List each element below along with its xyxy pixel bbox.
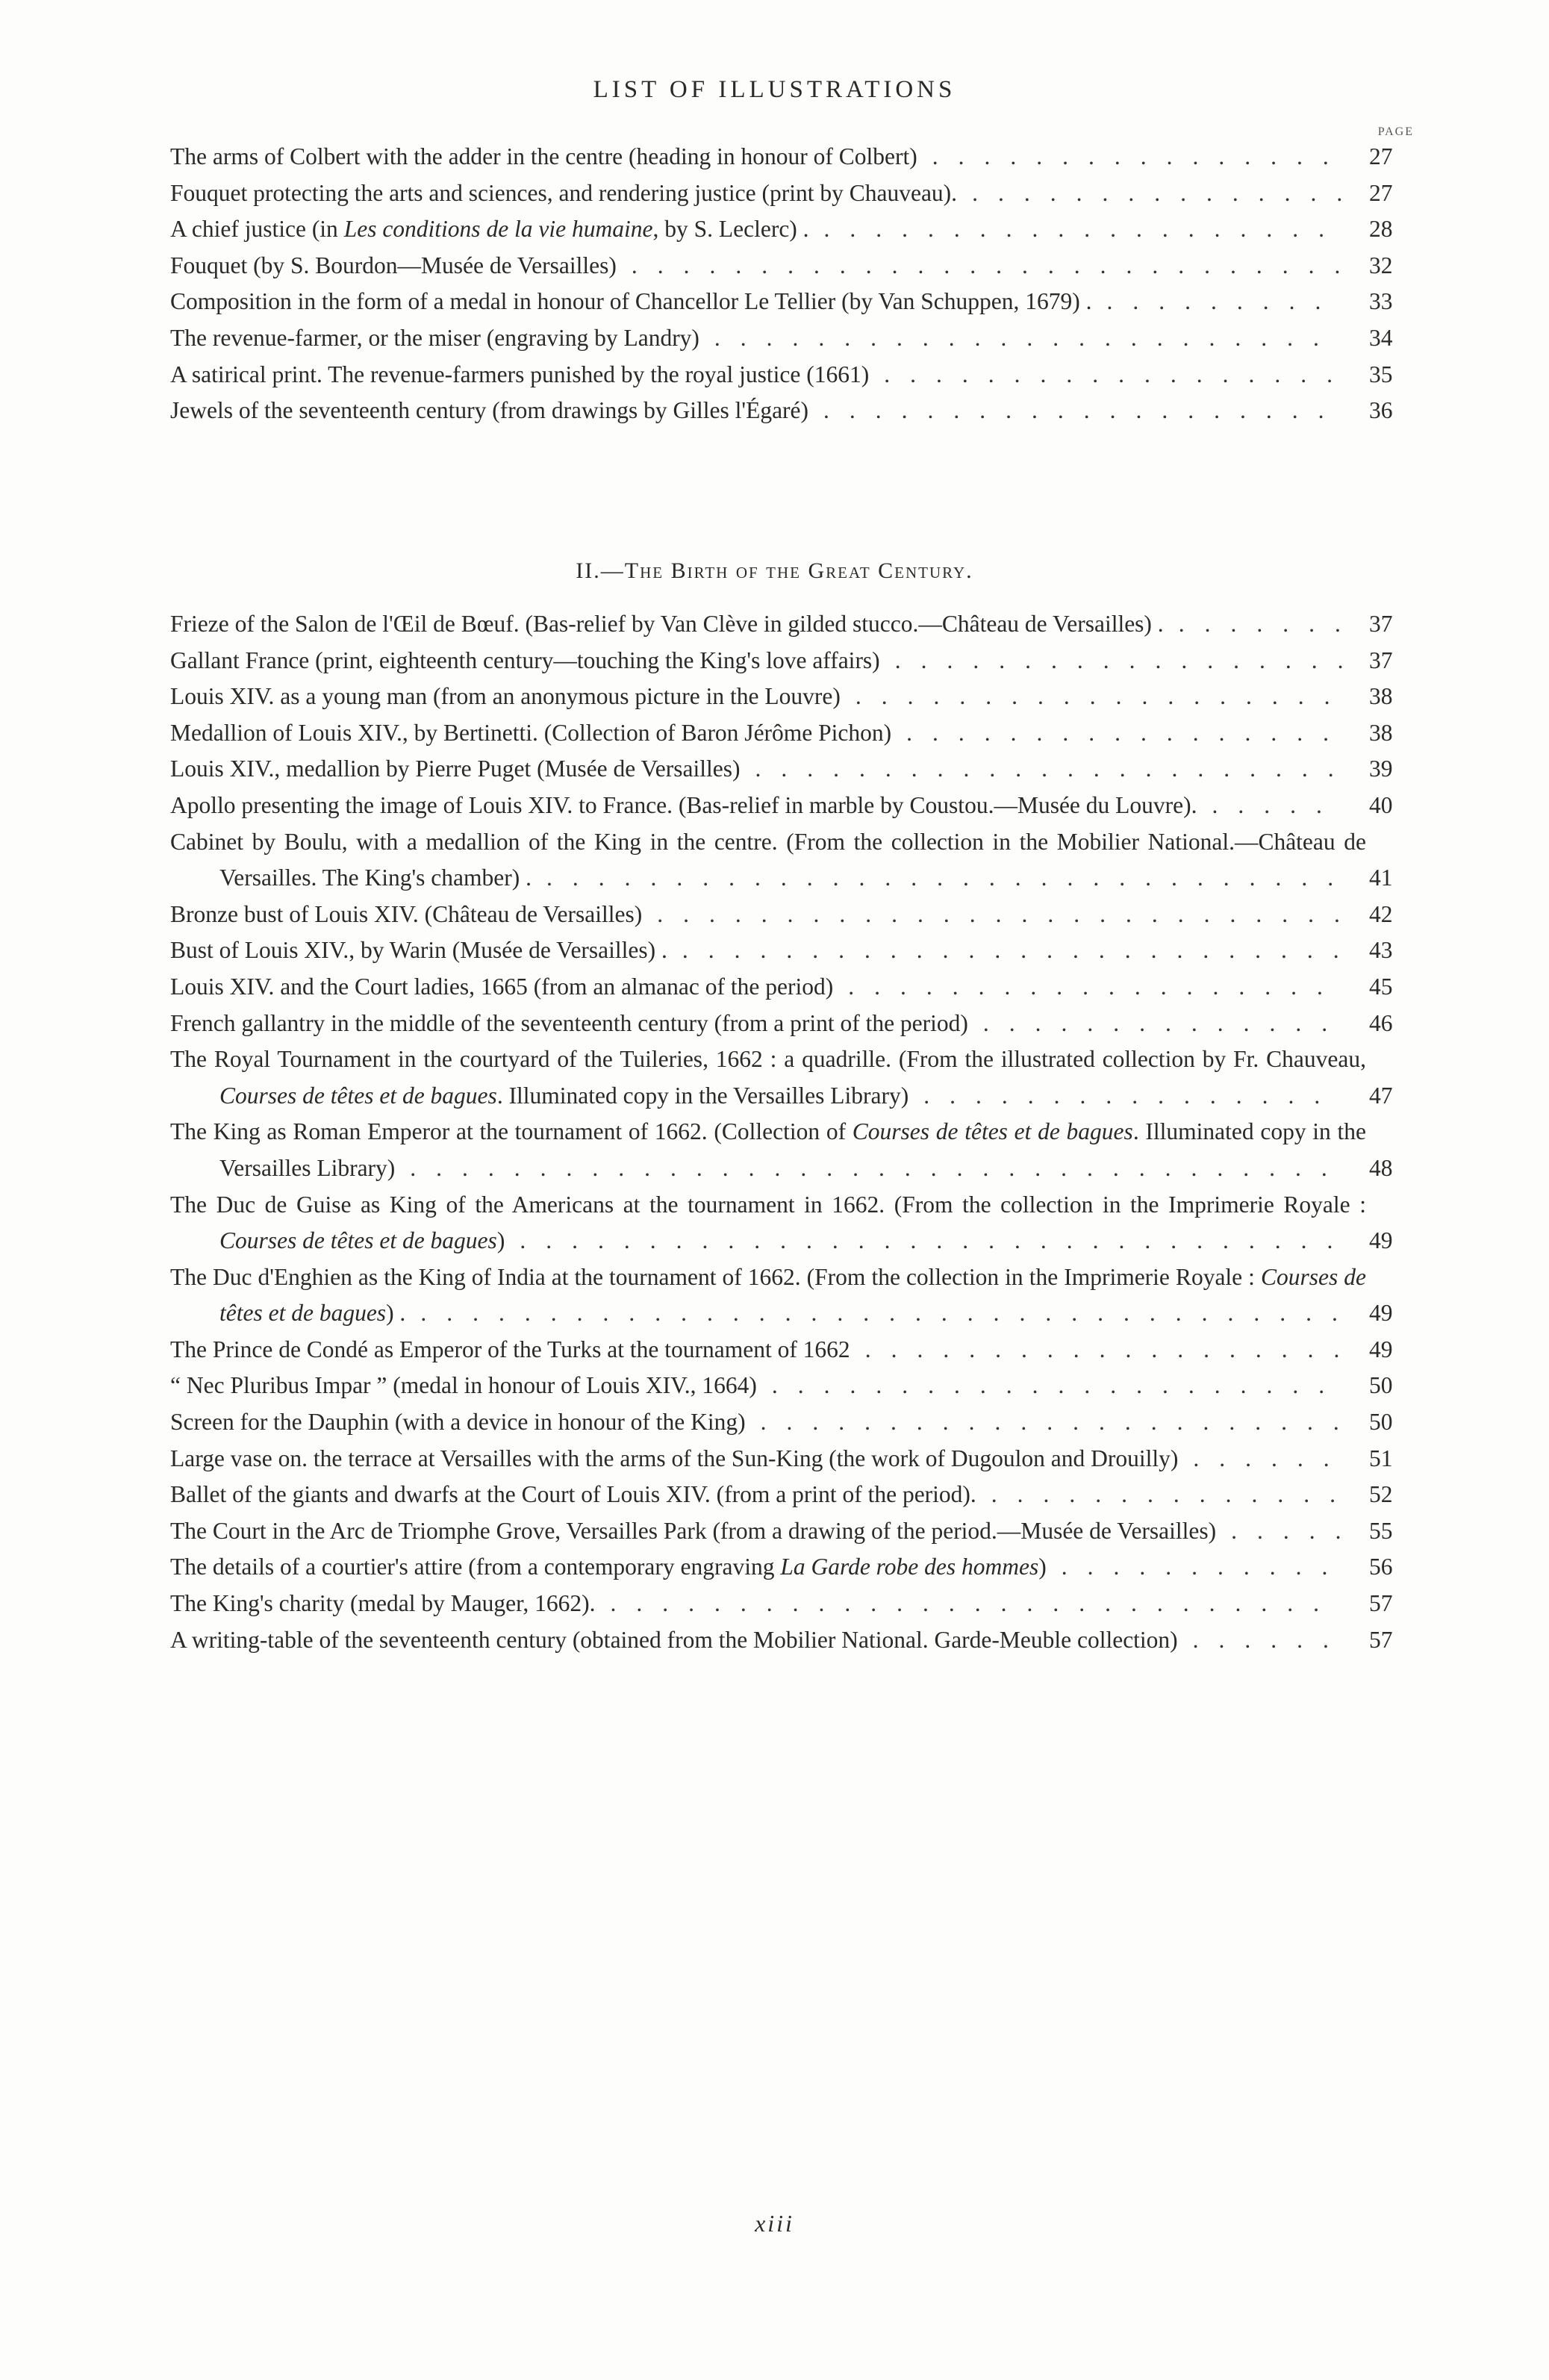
page-number: 46	[1369, 1009, 1393, 1036]
caption-title-italic: Courses de têtes et de bagues	[219, 1263, 1366, 1327]
caption-text: A writing-table of the seventeenth century (obtained from the Mobilier National. Garde-Meuble collection)	[170, 1626, 1178, 1653]
caption-text: Composition in the form of a medal in honour of Chancellor Le Tellier (by Van Schuppen, 1679) .	[170, 288, 1092, 315]
dot-leader: ............................	[610, 1590, 1340, 1617]
caption-text: Large vase on. the terrace at Versailles with the arms of the Sun-King (the work of Dugoulon and Drouilly)	[170, 1445, 1179, 1471]
dot-leader: ........................	[714, 324, 1339, 351]
dot-leader: .........	[1106, 288, 1341, 315]
running-head: LIST OF ILLUSTRATIONS	[593, 76, 956, 103]
list-entry	[170, 715, 1414, 752]
caption-title-italic: La Garde robe des hommes	[780, 1554, 1039, 1580]
caption-text: Jewels of the seventeenth century (from drawings by Gilles l'Égaré)	[170, 397, 809, 424]
page-number: 39	[1369, 756, 1393, 782]
caption-title-italic: Courses de têtes et de bagues	[219, 1227, 497, 1254]
page-number: 27	[1369, 143, 1393, 169]
dot-leader: ...........................	[657, 900, 1360, 927]
caption-text: A satirical print. The revenue-farmers punished by the royal justice (1661)	[170, 361, 870, 387]
list-entry	[170, 1513, 1414, 1550]
list-entry	[170, 1622, 1414, 1659]
list-entry	[170, 393, 1414, 429]
caption-text: The Duc de Guise as King of the Americans at the tournament in 1662. (From the collection in the Imprimerie Royale :	[170, 1191, 1366, 1218]
dot-leader: ...............................	[546, 865, 1354, 891]
caption-text: Gallant France (print, eighteenth century—touching the King's love affairs)	[170, 647, 880, 673]
list-entry	[170, 1477, 1414, 1513]
page-number: 33	[1369, 288, 1393, 315]
caption-text: The details of a courtier's attire (from a contemporary engraving	[170, 1554, 781, 1580]
caption-text: The Court in the Arc de Triomphe Grove, Versailles Park (from a drawing of the period.—Musée de Versailles)	[170, 1517, 1217, 1544]
list-entry	[170, 175, 1414, 212]
dot-leader: .......................	[755, 756, 1354, 782]
caption-text: Bronze bust of Louis XIV. (Château de Versailles)	[170, 900, 643, 927]
page-number: 49	[1369, 1227, 1393, 1254]
list-entry	[170, 1332, 1414, 1368]
dot-leader: ......	[1192, 1626, 1349, 1653]
caption-text: Bust of Louis XIV., by Warin (Musée de Versailles) .	[170, 937, 667, 964]
list-entry	[170, 320, 1414, 357]
caption-text: A chief justice (in	[170, 216, 344, 243]
dot-leader: ................	[923, 1082, 1341, 1109]
caption-text: . Illuminated copy in the Versailles Library)	[219, 1118, 1366, 1181]
caption-text: Fouquet (by S. Bourdon—Musée de Versailles)	[170, 252, 617, 278]
page-number: 51	[1369, 1445, 1393, 1471]
caption-text: Louis XIV. as a young man (from an anonymous picture in the Louvre)	[170, 683, 841, 710]
dot-leader: ...................	[848, 973, 1343, 1000]
dot-leader: ....................	[823, 216, 1345, 243]
page-number: 50	[1369, 1372, 1393, 1399]
page-number: 28	[1369, 216, 1393, 243]
page-number: 40	[1369, 791, 1393, 818]
caption-text: Cabinet by Boulu, with a medallion of the King in the centre. (From the collection in the Mobilier National.—Château de Versailles. The King's chamber) .	[170, 828, 1366, 891]
caption-text: Fouquet protecting the arts and sciences, and rendering justice (print by Chauveau).	[170, 179, 958, 206]
caption-text: Louis XIV., medallion by Pierre Puget (Musée de Versailles)	[170, 756, 741, 782]
page-number: 47	[1369, 1082, 1393, 1109]
page-number: 27	[1369, 179, 1393, 206]
list-entry	[170, 1006, 1414, 1042]
page-number: 38	[1369, 719, 1393, 746]
caption-text: Medallion of Louis XIV., by Bertinetti. (Collection of Baron Jérôme Pichon)	[170, 719, 892, 746]
caption-text: Apollo presenting the image of Louis XIV. to France. (Bas-relief in marble by Coustou.—Musée du Louvre).	[170, 791, 1197, 818]
dot-leader: ............................	[631, 252, 1361, 278]
list-entry	[170, 248, 1414, 284]
dot-leader: ................................	[520, 1227, 1353, 1254]
page-number: 55	[1369, 1517, 1393, 1544]
caption-text: The revenue-farmer, or the miser (engraving by Landry)	[170, 324, 699, 351]
caption-text: )	[496, 1227, 505, 1254]
caption-text: The King's charity (medal by Mauger, 1662).	[170, 1590, 596, 1617]
dot-leader: .......	[1178, 611, 1361, 637]
caption-text: The Duc d'Enghien as the King of India at the tournament of 1662. (From the collection in the Imprimerie Royale :	[170, 1263, 1261, 1290]
dot-leader: ...............	[972, 179, 1363, 206]
page-number: 45	[1369, 973, 1393, 1000]
list-entry	[170, 1041, 1414, 1114]
page-number: 43	[1369, 937, 1393, 964]
section-numeral: II.—	[576, 558, 625, 583]
page-number: 42	[1369, 900, 1393, 927]
page-number: 32	[1369, 252, 1393, 278]
caption-text: . Illuminated copy in the Versailles Library)	[496, 1082, 909, 1109]
page-number: 57	[1369, 1590, 1393, 1617]
list-entry	[170, 897, 1414, 933]
illustration-list-group-1	[170, 139, 1414, 429]
dot-leader: ....................	[823, 397, 1344, 424]
list-entry	[170, 1441, 1414, 1477]
dot-leader: ..............	[991, 1481, 1356, 1508]
caption-text: , by S. Leclerc) .	[652, 216, 809, 243]
page-number: 35	[1369, 361, 1393, 387]
list-entry	[170, 824, 1414, 897]
dot-leader: .....	[1231, 1517, 1362, 1544]
page-number: 50	[1369, 1409, 1393, 1436]
caption-text: Louis XIV. and the Court ladies, 1665 (from an almanac of the period)	[170, 973, 834, 1000]
caption-text: Ballet of the giants and dwarfs at the Court of Louis XIV. (from a print of the period).	[170, 1481, 976, 1508]
list-entry	[170, 1549, 1414, 1586]
caption-text: The King as Roman Emperor at the tournament of 1662. (Collection of	[170, 1118, 853, 1145]
dot-leader: ......................	[771, 1372, 1345, 1399]
caption-title-italic: Courses de têtes et de bagues	[219, 1082, 497, 1109]
page-number: 52	[1369, 1481, 1393, 1508]
caption-text: “ Nec Pluribus Impar ” (medal in honour of Louis XIV., 1664)	[170, 1372, 757, 1399]
page-column-label: PAGE	[1377, 125, 1414, 138]
list-entry	[170, 606, 1414, 643]
dot-leader: ..........................	[682, 937, 1359, 964]
caption-title-italic: Les conditions de la vie humaine	[343, 216, 653, 243]
caption-title-italic: Courses de têtes et de bagues	[852, 1118, 1133, 1145]
page-number: 49	[1369, 1300, 1393, 1327]
dot-leader: ................	[932, 143, 1349, 169]
dot-leader: ......	[1193, 1445, 1350, 1471]
dot-leader: ...................	[864, 1336, 1360, 1362]
list-entry	[170, 679, 1414, 715]
caption-text: French gallantry in the middle of the seventeenth century (from a print of the period)	[170, 1009, 968, 1036]
caption-text: The Prince de Condé as Emperor of the Turks at the tournament of 1662	[170, 1336, 850, 1362]
page-number: 41	[1369, 865, 1393, 891]
page-number: 49	[1369, 1336, 1393, 1362]
dot-leader: ....................................	[420, 1300, 1358, 1327]
dot-leader: .....	[1212, 791, 1342, 818]
list-entry	[170, 969, 1414, 1006]
dot-leader: .................	[906, 719, 1350, 746]
section-title: The Birth of the Great Century.	[624, 558, 973, 583]
list-entry	[170, 1404, 1414, 1441]
dot-leader: ..................	[884, 361, 1353, 387]
dot-leader: ...................	[855, 683, 1350, 710]
entry-caption	[170, 1513, 1414, 1550]
page-number: 57	[1369, 1626, 1393, 1653]
list-entry	[170, 139, 1414, 175]
list-entry	[170, 643, 1414, 679]
dot-leader: ..................	[894, 647, 1364, 673]
page-number: 38	[1369, 683, 1393, 710]
caption-text: The Royal Tournament in the courtyard of the Tuileries, 1662 : a quadrille. (From the illustrated collection by Fr. Chauveau,	[170, 1046, 1366, 1073]
dot-leader: ...........	[1061, 1554, 1348, 1580]
caption-text: The arms of Colbert with the adder in the centre (heading in honour of Colbert)	[170, 143, 917, 169]
illustration-list-group-2	[170, 606, 1414, 1658]
page-number: 37	[1369, 611, 1393, 637]
caption-text: Screen for the Dauphin (with a device in honour of the King)	[170, 1409, 746, 1436]
list-entry	[170, 211, 1414, 248]
list-entry	[170, 1114, 1414, 1186]
list-entry	[170, 284, 1414, 320]
page-number: 37	[1369, 647, 1393, 673]
list-entry	[170, 1368, 1414, 1404]
page-number: 34	[1369, 324, 1393, 351]
list-entry	[170, 788, 1414, 824]
section-heading	[0, 558, 1549, 584]
caption-text: )	[1038, 1554, 1047, 1580]
page-number: 56	[1369, 1554, 1393, 1580]
dot-leader: .......................	[760, 1409, 1359, 1436]
list-entry	[170, 751, 1414, 788]
list-entry	[170, 932, 1414, 969]
list-entry	[170, 357, 1414, 393]
caption-text: Frieze of the Salon de l'Œil de Bœuf. (Bas-relief by Van Clève in gilded stucco.—Château de Versailles) .	[170, 611, 1164, 637]
page-folio: xiii	[755, 2210, 794, 2237]
list-entry	[170, 1187, 1414, 1259]
list-entry	[170, 1586, 1414, 1622]
list-entry	[170, 1259, 1414, 1332]
page-number: 36	[1369, 397, 1393, 424]
dot-leader: ..............	[982, 1009, 1348, 1036]
page-number: 48	[1369, 1154, 1393, 1181]
dot-leader: ....................................	[410, 1154, 1347, 1181]
caption-text: ) .	[386, 1300, 406, 1327]
